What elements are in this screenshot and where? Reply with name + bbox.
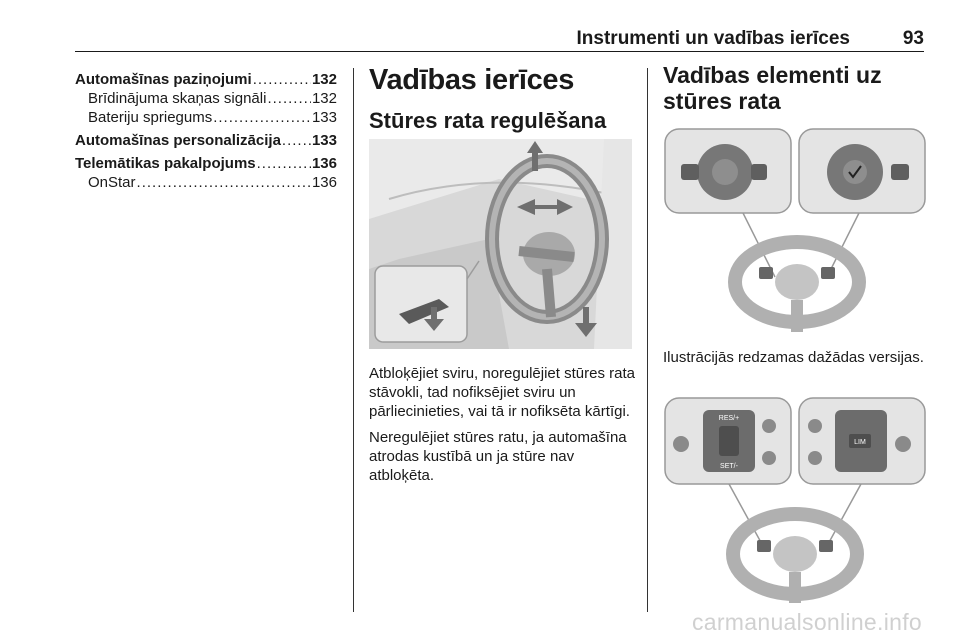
res-label: RES/+ <box>718 415 740 422</box>
toc-label: Automašīnas personalizācija <box>75 132 281 149</box>
wheel-controls-figure-2 <box>663 396 927 603</box>
steering-adjust-figure <box>369 139 632 349</box>
section-subtitle: Stūres rata regulēšana <box>369 108 607 133</box>
column-divider-left <box>353 68 354 612</box>
steering-adjust-text <box>369 364 635 485</box>
toc-leader <box>253 70 311 89</box>
toc-page: 133 <box>311 109 337 126</box>
toc-label: Automašīnas paziņojumi <box>75 71 252 88</box>
header-divider <box>75 51 924 52</box>
toc-leader <box>267 89 311 108</box>
toc-entry[interactable] <box>75 131 337 150</box>
section-title: Vadības ierīces <box>369 64 575 96</box>
toc-leader <box>257 154 311 173</box>
controls-caption: Ilustrācijās redzamas dažādas versijas. <box>663 349 924 366</box>
toc-entry[interactable] <box>75 70 337 89</box>
controls-title: Vadības elementi uz stūres rata <box>663 62 882 114</box>
lim-label: LIM <box>854 439 866 446</box>
toc-entry[interactable] <box>75 154 337 173</box>
watermark: carmanualsonline.info <box>691 609 922 635</box>
toc-entry[interactable] <box>75 89 337 108</box>
toc-leader <box>213 108 311 127</box>
steering-adjust-section <box>369 62 635 134</box>
toc-label: OnStar <box>88 174 136 191</box>
toc-page: 133 <box>311 132 337 149</box>
toc-leader <box>137 173 311 192</box>
controls-caption-block <box>663 348 929 367</box>
toc-label: Telemātikas pakalpojums <box>75 155 256 172</box>
wheel-controls-section <box>663 62 929 114</box>
toc-page: 132 <box>311 90 337 107</box>
toc-entry[interactable] <box>75 173 337 192</box>
toc-page: 136 <box>311 174 337 191</box>
toc-page: 136 <box>311 155 337 172</box>
column-divider-right <box>647 68 648 612</box>
instruction-paragraph: Atbloķējiet sviru, noregulējiet stūres rata stāvokli, tad nofiksējiet sviru un pārliecinieties, vai tā ir nofiksēta kārtīgi. <box>369 365 635 420</box>
header-title: Instrumenti un vadības ierīces <box>576 28 850 49</box>
toc-label: Bateriju spriegums <box>88 109 213 126</box>
toc-page: 132 <box>311 71 337 88</box>
warning-paragraph: Neregulējiet stūres ratu, ja automašīna atrodas kustībā un ja stūre nav atbloķēta. <box>369 429 627 484</box>
toc-leader <box>282 131 311 150</box>
wheel-controls-figure-1 <box>663 127 927 332</box>
table-of-contents <box>75 70 337 192</box>
page-number: 93 <box>902 28 924 49</box>
toc-entry[interactable] <box>75 108 337 127</box>
set-label: SET/- <box>720 463 738 470</box>
toc-label: Brīdinājuma skaņas signāli <box>88 90 267 107</box>
